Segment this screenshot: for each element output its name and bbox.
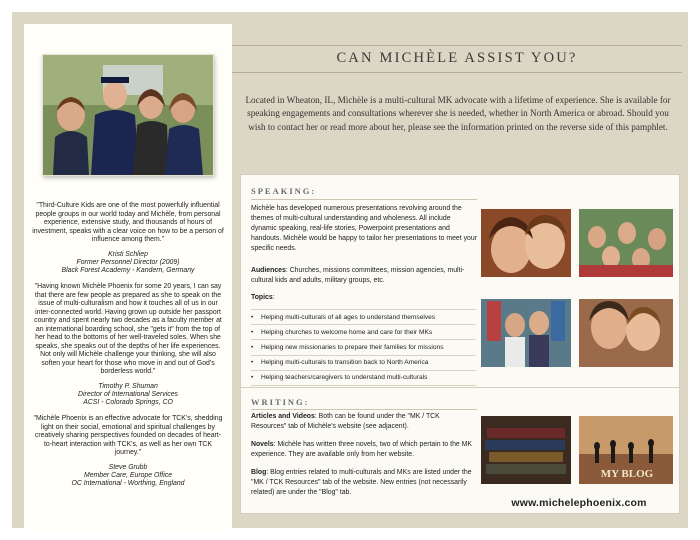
articles-body: : Both can be found under the "MK / TCK Resources" tab of Michèle's website (see adjacent). — [251, 413, 440, 431]
audiences-text — [251, 266, 477, 286]
attribution-name: Timothy P. Shuman — [98, 382, 158, 390]
bullet-icon: • — [251, 359, 254, 367]
testimonials-column — [24, 24, 232, 532]
bullet-icon: • — [251, 313, 254, 321]
list-item — [251, 309, 476, 325]
writing-images — [481, 416, 673, 489]
list-item — [251, 340, 476, 355]
attribution-org: ACSI - Colorado Springs, CO — [83, 399, 173, 407]
attribution-name: Steve Grubb — [108, 463, 148, 471]
testimonial-quote-3: "Michèle Phoenix is an effective advocate for TCK's, shedding light on their social, emotional and spiritual challenges by creatively sharing perspectives founded on decades of heart-to-heart interaction with TCK's, as well as her own TCK journey." — [33, 415, 223, 457]
bullet-icon: • — [251, 374, 254, 382]
photo-group — [579, 209, 673, 277]
my-blog-image — [579, 416, 673, 484]
attribution-role: Former Personnel Director (2009) — [76, 258, 180, 266]
topic-text: Helping teachers/caregivers to understand multi-culturals — [261, 374, 428, 382]
attribution-name: Kristi Schliep — [108, 250, 148, 258]
blog-image-label: MY BLOG — [600, 468, 654, 480]
blog-text — [251, 468, 477, 498]
writing-title: WRITING: — [251, 397, 310, 407]
books-image — [481, 416, 571, 484]
articles-text — [251, 412, 477, 432]
topics-heading — [251, 293, 477, 303]
section-rule — [251, 199, 477, 200]
photo-couple — [579, 299, 673, 367]
articles-label: Articles and Videos — [251, 413, 315, 420]
topic-text: Helping churches to welcome home and care for their MKs — [261, 328, 433, 336]
attribution-org: Black Forest Academy - Kandern, Germany — [61, 266, 195, 274]
blog-body: : Blog entries related to multi-culturals and MKs are listed under the "MK / TCK Resources" tab of the website. New entries (not necessarily related) are under the "Blog" tab. — [251, 469, 472, 497]
testimonial-quote-2: "Having known Michèle Phoenix for some 20 years, I can say that there are few people as prepared as she to speak on the issue of multi-culturalism and how it touches all of us in our inter-connected world. Having grown up outside her passport country and spent nearly two decades as a faculty member at an international boarding school, she "gets it" from the top of her head to the bottoms of her well-traveled soles. When she speaks, she speaks out of the depths of her life experiences. Not only will Michèle challenge your thinking, she will also soften your heart for those who move in and out of God's borderless world." — [34, 283, 222, 376]
graduation-photo — [42, 54, 214, 176]
header-rule-bottom — [232, 72, 682, 73]
bullet-icon: • — [251, 343, 254, 351]
speaking-body: Michèle has developed numerous presentations revolving around the themes of multi-cultural understanding and wholeness. All include dynamic speaking, real-life stories, Powerpoint presentations and handouts. Michèle would be happy to tailor her presentations to meet your specific needs. — [251, 205, 477, 253]
writing-card — [240, 387, 680, 514]
photo-two-girls — [481, 209, 571, 277]
page-title: CAN MICHÈLE ASSIST YOU? — [336, 50, 578, 66]
speaking-title: SPEAKING: — [251, 186, 317, 196]
topics-colon: : — [272, 294, 275, 301]
list-item — [251, 371, 476, 386]
audiences-label: Audiences — [251, 267, 286, 274]
novels-text — [251, 440, 477, 460]
blog-label: Blog — [251, 469, 267, 476]
section-rule — [251, 409, 477, 410]
intro-paragraph: Located in Wheaton, IL, Michèle is a multi-cultural MK advocate with a lifetime of experience. She is available for speaking engagements and consultations wherever she is needed, whether in North America or abroad. Should you wish to contact her or read more about her, please see the information printed on the reverse side of this pamphlet. — [245, 95, 671, 132]
testimonial-quote-1: "Third-Culture Kids are one of the most powerfully influential people groups in our world today and Michèle, from personal experience, extensive study, and thousands of hours of investment, speaks with a clear voice on how to be a person of influence among them." — [32, 202, 224, 243]
topic-text: Helping new missionaries to prepare their families for missions — [261, 343, 444, 351]
bullet-icon: • — [251, 328, 254, 336]
speaking-photos — [481, 209, 673, 374]
topic-text: Helping multi-culturals of all ages to understand themselves — [261, 313, 436, 321]
testimonial-attribution-3 — [32, 464, 224, 489]
list-item — [251, 325, 476, 340]
website-link[interactable]: www.michelephoenix.com — [511, 497, 647, 509]
topics-label: Topics — [251, 294, 273, 301]
attribution-role: Member Care, Europe Office — [83, 471, 173, 479]
novels-body: : Michèle has written three novels, two of which pertain to the MK experience. They are available only from her website. — [251, 441, 473, 459]
testimonials — [32, 202, 224, 496]
topics-list — [251, 309, 476, 386]
attribution-role: Director of International Services — [78, 390, 178, 398]
list-item — [251, 356, 476, 371]
topic-text: Helping multi-culturals to transition back to North America — [261, 359, 429, 367]
novels-label: Novels — [251, 441, 274, 448]
speaking-card — [240, 174, 680, 388]
attribution-org: OC International - Worthing, England — [71, 480, 185, 488]
testimonial-attribution-1 — [32, 251, 224, 276]
header-rule-top — [232, 45, 682, 46]
testimonial-attribution-2 — [32, 383, 224, 408]
audiences-list: : Churches, missions committees, mission agencies, multi-cultural kids and adults, military groups, etc. — [251, 267, 465, 285]
photo-flags — [481, 299, 571, 367]
